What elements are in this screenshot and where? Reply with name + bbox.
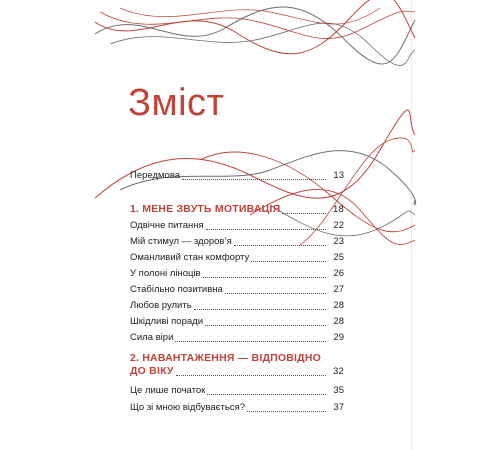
toc-page-number: 28: [333, 300, 344, 311]
dot-leader: [207, 393, 326, 395]
dot-leader: [194, 308, 326, 310]
toc-page-number: 37: [333, 402, 344, 413]
toc-entry-preface: [130, 166, 344, 182]
toc-entry-label: Що зі мною відбувається?: [130, 402, 245, 413]
dot-leader: [175, 340, 326, 342]
toc-page-number: 32: [333, 366, 344, 377]
toc-chapter-1: [130, 203, 344, 216]
dot-leader: [205, 324, 326, 326]
toc-entry: [130, 328, 344, 344]
toc-entry-label: Це лише початок: [130, 385, 206, 396]
toc-entry-label: Мій стимул — здоров’я: [130, 236, 232, 247]
dot-leader: [203, 276, 326, 278]
toc-entry-label: Одвічне питання: [130, 220, 204, 231]
chapter-title-line-1: 2. НАВАНТАЖЕННЯ — ВІДПОВІДНО: [130, 352, 321, 364]
toc-chapter-2: [130, 352, 344, 378]
toc-page-number: 22: [333, 220, 344, 231]
toc-entry: [130, 296, 344, 312]
dot-leader: [247, 410, 326, 412]
toc-page-number: 27: [333, 284, 344, 295]
toc-page-number: 26: [333, 268, 344, 279]
toc-entry: [130, 381, 344, 397]
toc-entry-label: Сила віри: [130, 332, 174, 343]
dot-leader: [206, 228, 326, 230]
dot-leader: [225, 292, 326, 294]
toc-entry: [130, 312, 344, 328]
toc-entry: [130, 232, 344, 248]
dot-leader: [251, 260, 326, 262]
toc-entry-label: Передмова: [130, 170, 181, 181]
toc-entry-label: Оманливий стан комфорту: [130, 252, 250, 263]
toc-entry: [130, 248, 344, 264]
toc-entry: [130, 216, 344, 232]
toc-page-number: 25: [333, 252, 344, 263]
toc-entry-label: Шкідливі поради: [130, 316, 204, 327]
dot-leader: [176, 374, 326, 376]
toc-page-number: 29: [333, 332, 344, 343]
toc-entry: [130, 398, 344, 414]
toc-entry: [130, 264, 344, 280]
chapter-title-line-2: ДО ВІКУ: [130, 365, 174, 377]
toc-page-number: 35: [333, 385, 344, 396]
toc-page-number: 18: [333, 204, 344, 215]
toc-page-number: 28: [333, 316, 344, 327]
dot-leader: [282, 212, 326, 214]
toc-page-number: 13: [333, 170, 344, 181]
toc-entry-label: У полоні ліноців: [130, 268, 201, 279]
toc-entry-label: Стабільно позитивна: [130, 284, 223, 295]
dot-leader: [234, 244, 326, 246]
toc-entry-label: Любов рулить: [130, 300, 192, 311]
toc-entry: [130, 280, 344, 296]
toc-page-number: 23: [333, 236, 344, 247]
page-title: Зміст: [128, 82, 225, 124]
chapter-title: 1. МЕНЕ ЗВУТЬ МОТИВАЦІЯ: [130, 203, 281, 215]
dot-leader: [182, 178, 326, 180]
